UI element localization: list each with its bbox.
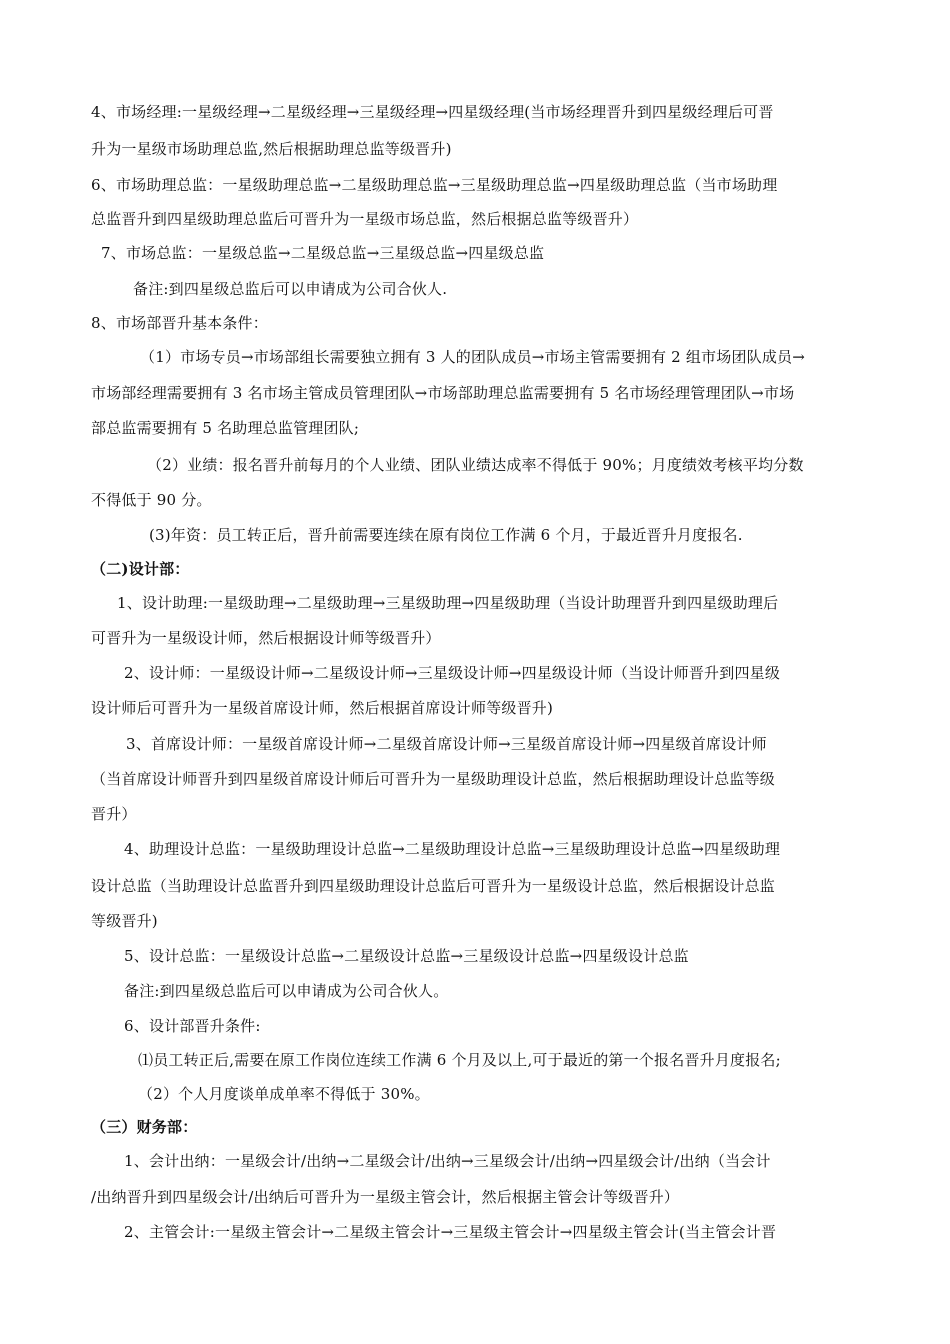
design-item3-line1: 3、首席设计师：一星级首席设计师→二星级首席设计师→三星级首席设计师→四星级首席设计师 bbox=[126, 735, 767, 753]
marketing-item6-line2: 总监晋升到四星级助理总监后可晋升为一星级市场总监，然后根据总监等级晋升） bbox=[91, 210, 639, 228]
marketing-item8-condition1-line3: 部总监需要拥有 5 名助理总监管理团队; bbox=[91, 419, 360, 437]
design-item6-title: 6、设计部晋升条件: bbox=[124, 1017, 261, 1035]
design-item4-line3: 等级晋升) bbox=[91, 912, 158, 930]
design-item3-line3: 晋升） bbox=[91, 805, 137, 823]
design-note: 备注:到四星级总监后可以申请成为公司合伙人。 bbox=[124, 982, 449, 1000]
marketing-note: 备注:到四星级总监后可以申请成为公司合伙人. bbox=[133, 280, 448, 298]
design-item6-condition2: （2）个人月度谈单成单率不得低于 30%。 bbox=[138, 1085, 430, 1103]
marketing-item8-condition3: (3)年资：员工转正后，晋升前需要连续在原有岗位工作满 6 个月，于最近晋升月度报名. bbox=[149, 526, 743, 544]
design-item1-line1: 1、设计助理:一星级助理→二星级助理→三星级助理→四星级助理（当设计助理晋升到四星级助理后 bbox=[117, 594, 779, 612]
marketing-item4-line1: 4、市场经理:一星级经理→二星级经理→三星级经理→四星级经理(当市场经理晋升到四星级经理后可晋 bbox=[91, 103, 774, 121]
design-heading: （二)设计部： bbox=[91, 560, 190, 578]
design-item5: 5、设计总监：一星级设计总监→二星级设计总监→三星级设计总监→四星级设计总监 bbox=[124, 947, 689, 965]
design-item6-condition1: ⑴员工转正后,需要在原工作岗位连续工作满 6 个月及以上,可于最近的第一个报名晋升月度报名; bbox=[138, 1051, 781, 1069]
design-item3-line2: （当首席设计师晋升到四星级首席设计师后可晋升为一星级助理设计总监，然后根据助理设计总监等级 bbox=[91, 770, 776, 788]
marketing-item8-title: 8、市场部晋升基本条件： bbox=[91, 314, 268, 332]
finance-item2-line1: 2、主管会计:一星级主管会计→二星级主管会计→三星级主管会计→四星级主管会计(当主管会计晋 bbox=[124, 1223, 777, 1241]
finance-item1-line1: 1、会计出纳：一星级会计/出纳→二星级会计/出纳→三星级会计/出纳→四星级会计/出纳（当会计 bbox=[124, 1152, 771, 1170]
finance-item1-line2: /出纳晋升到四星级会计/出纳后可晋升为一星级主管会计，然后根据主管会计等级晋升） bbox=[91, 1188, 680, 1206]
design-item1-line2: 可晋升为一星级设计师，然后根据设计师等级晋升） bbox=[91, 629, 441, 647]
marketing-item8-condition2-line1: （2）业绩：报名晋升前每月的个人业绩、团队业绩达成率不得低于 90%；月度绩效考核平均分数 bbox=[147, 456, 804, 474]
marketing-item8-condition1-line1: （1）市场专员→市场部组长需要独立拥有 3 人的团队成员→市场主管需要拥有 2 组市场团队成员→ bbox=[140, 348, 806, 366]
design-item2-line1: 2、设计师：一星级设计师→二星级设计师→三星级设计师→四星级设计师（当设计师晋升到四星级 bbox=[124, 664, 781, 682]
design-item4-line1: 4、助理设计总监：一星级助理设计总监→二星级助理设计总监→三星级助理设计总监→四星级助理 bbox=[124, 840, 781, 858]
marketing-item8-condition2-line2: 不得低于 90 分。 bbox=[91, 491, 212, 509]
marketing-item8-condition1-line2: 市场部经理需要拥有 3 名市场主管成员管理团队→市场部助理总监需要拥有 5 名市场经理管理团队→市场 bbox=[91, 384, 795, 402]
marketing-item4-line2: 升为一星级市场助理总监,然后根据助理总监等级晋升) bbox=[91, 140, 452, 158]
design-item4-line2: 设计总监（当助理设计总监晋升到四星级助理设计总监后可晋升为一星级设计总监，然后根据设计总监 bbox=[91, 877, 776, 895]
finance-heading: （三）财务部： bbox=[91, 1118, 198, 1136]
marketing-item7: 7、市场总监：一星级总监→二星级总监→三星级总监→四星级总监 bbox=[101, 244, 545, 262]
marketing-item6-line1: 6、市场助理总监：一星级助理总监→二星级助理总监→三星级助理总监→四星级助理总监（当市场助理 bbox=[91, 176, 778, 194]
design-item2-line2: 设计师后可晋升为一星级首席设计师，然后根据首席设计师等级晋升) bbox=[91, 699, 554, 717]
